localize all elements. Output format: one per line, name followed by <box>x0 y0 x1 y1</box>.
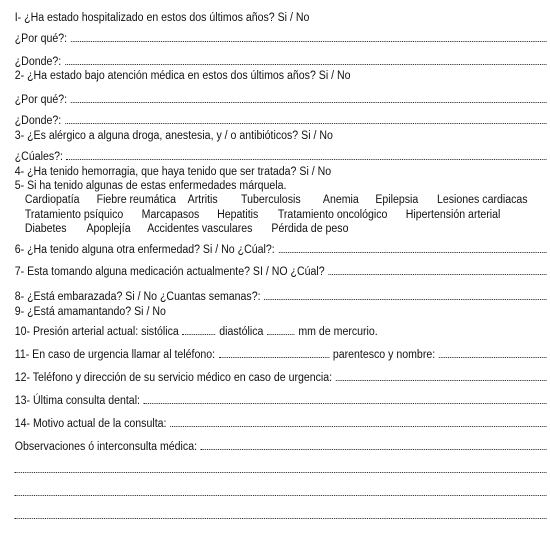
q12-row <box>15 371 547 384</box>
disease-lesiones-cardiacas[interactable]: Lesiones cardiacas <box>437 194 528 206</box>
observations-label: Observaciones ó interconsulta médica: <box>14 441 198 453</box>
q10-unit-label: mm de mercurio. <box>298 326 378 338</box>
q10-diastolic-field[interactable] <box>267 325 295 335</box>
q7-field[interactable] <box>328 265 546 275</box>
disease-hepatitis[interactable]: Hepatitis <box>217 209 259 221</box>
q7-label: 7- Esta tomando alguna medicación actualmente? SI / NO ¿Cúal? <box>14 266 325 278</box>
q1-where-row <box>15 55 547 68</box>
q13-label: 13- Última consulta dental: <box>14 395 140 407</box>
q4-label: 4- ¿Ha tenido hemorragia, que haya tenido que ser tratada? Si / No <box>14 166 332 178</box>
observations-line-2[interactable] <box>15 472 547 473</box>
q11-phone-field[interactable] <box>219 348 329 358</box>
disease-accidentes-vasculares[interactable]: Accidentes vasculares <box>147 223 253 235</box>
disease-tuberculosis[interactable]: Tuberculosis <box>241 194 301 206</box>
q11-row <box>15 348 547 361</box>
q5-label: 5- Si ha tenido algunas de estas enfermedades márquela. <box>14 180 287 192</box>
observations-line-4[interactable] <box>15 518 547 519</box>
q1-why-label: ¿Por qué?: <box>14 33 68 45</box>
q14-row <box>15 417 547 430</box>
q11-relation-label: parentesco y nombre: <box>332 349 436 361</box>
disease-tratamiento-oncologico[interactable]: Tratamiento oncológico <box>277 209 388 221</box>
q3-which-field[interactable] <box>67 150 547 160</box>
observations-line-3[interactable] <box>15 495 547 496</box>
q13-row <box>15 394 547 407</box>
q1-why-row <box>15 32 547 45</box>
q2-why-row <box>15 93 547 106</box>
q1-where-field[interactable] <box>65 55 547 65</box>
disease-hipertension-arterial[interactable]: Hipertensión arterial <box>405 209 501 221</box>
q8-row <box>15 290 547 303</box>
disease-marcapasos[interactable]: Marcapasos <box>141 209 200 221</box>
q3-which-row <box>15 150 547 163</box>
q6-field[interactable] <box>278 243 546 253</box>
q1-why-field[interactable] <box>71 32 547 42</box>
q13-field[interactable] <box>144 394 547 404</box>
q3-label: 3- ¿Es alérgico a alguna droga, anestesia, y / o antibióticos? Si / No <box>14 130 333 142</box>
q12-label: 12- Teléfono y dirección de su servicio médico en caso de urgencia: <box>14 372 333 384</box>
disease-perdida-de-peso[interactable]: Pérdida de peso <box>271 223 349 235</box>
observations-field[interactable] <box>201 440 547 450</box>
disease-apoplejia[interactable]: Apoplejía <box>86 223 131 235</box>
q2-why-label: ¿Por qué?: <box>14 94 68 106</box>
q6-row <box>15 243 547 256</box>
observations-row <box>15 440 547 453</box>
q10-diastolic-label: diastólica <box>219 326 264 338</box>
q2-question <box>15 70 547 82</box>
q4-question <box>15 166 547 178</box>
q7-row <box>15 265 547 278</box>
q14-field[interactable] <box>170 417 546 427</box>
q6-label: 6- ¿Ha tenido alguna otra enfermedad? Si / No ¿Cúal?: <box>14 244 275 256</box>
q5-question <box>15 180 547 192</box>
q10-label: 10- Presión arterial actual: sistólica <box>14 326 179 338</box>
disease-artritis[interactable]: Artritis <box>187 194 218 206</box>
disease-epilepsia[interactable]: Epilepsia <box>375 194 419 206</box>
q2-where-label: ¿Donde?: <box>14 115 62 127</box>
q10-systolic-field[interactable] <box>182 325 215 335</box>
q8-label: 8- ¿Está embarazada? Si / No ¿Cuantas semanas?: <box>14 291 261 303</box>
q2-where-row <box>15 114 547 127</box>
q11-relation-field[interactable] <box>439 348 547 358</box>
q10-row <box>15 325 547 338</box>
q9-row <box>15 306 547 318</box>
q1-where-label: ¿Donde?: <box>14 56 62 68</box>
q3-which-label: ¿Cúales?: <box>14 151 63 163</box>
disease-fiebre-reumatica[interactable]: Fiebre reumática <box>96 194 176 206</box>
q2-where-field[interactable] <box>65 114 547 124</box>
disease-tratamiento-psiquico[interactable]: Tratamiento psíquico <box>24 209 124 221</box>
disease-anemia[interactable]: Anemia <box>322 194 359 206</box>
q2-label: 2- ¿Ha estado bajo atención médica en estos dos últimos años? Si / No <box>14 70 351 82</box>
q12-field[interactable] <box>336 371 547 381</box>
q14-label: 14- Motivo actual de la consulta: <box>14 418 167 430</box>
q3-question <box>15 130 547 142</box>
q2-why-field[interactable] <box>71 93 547 103</box>
q8-field[interactable] <box>264 290 546 300</box>
q1-question <box>15 12 547 24</box>
q9-label: 9- ¿Está amamantando? Si / No <box>14 306 166 318</box>
disease-diabetes[interactable]: Diabetes <box>24 223 67 235</box>
disease-cardiopatia[interactable]: Cardiopatía <box>24 194 80 206</box>
q1-label: I- ¿Ha estado hospitalizado en estos dos últimos años? Si / No <box>14 12 310 24</box>
q11-label: 11- En caso de urgencia llamar al teléfono: <box>14 349 216 361</box>
